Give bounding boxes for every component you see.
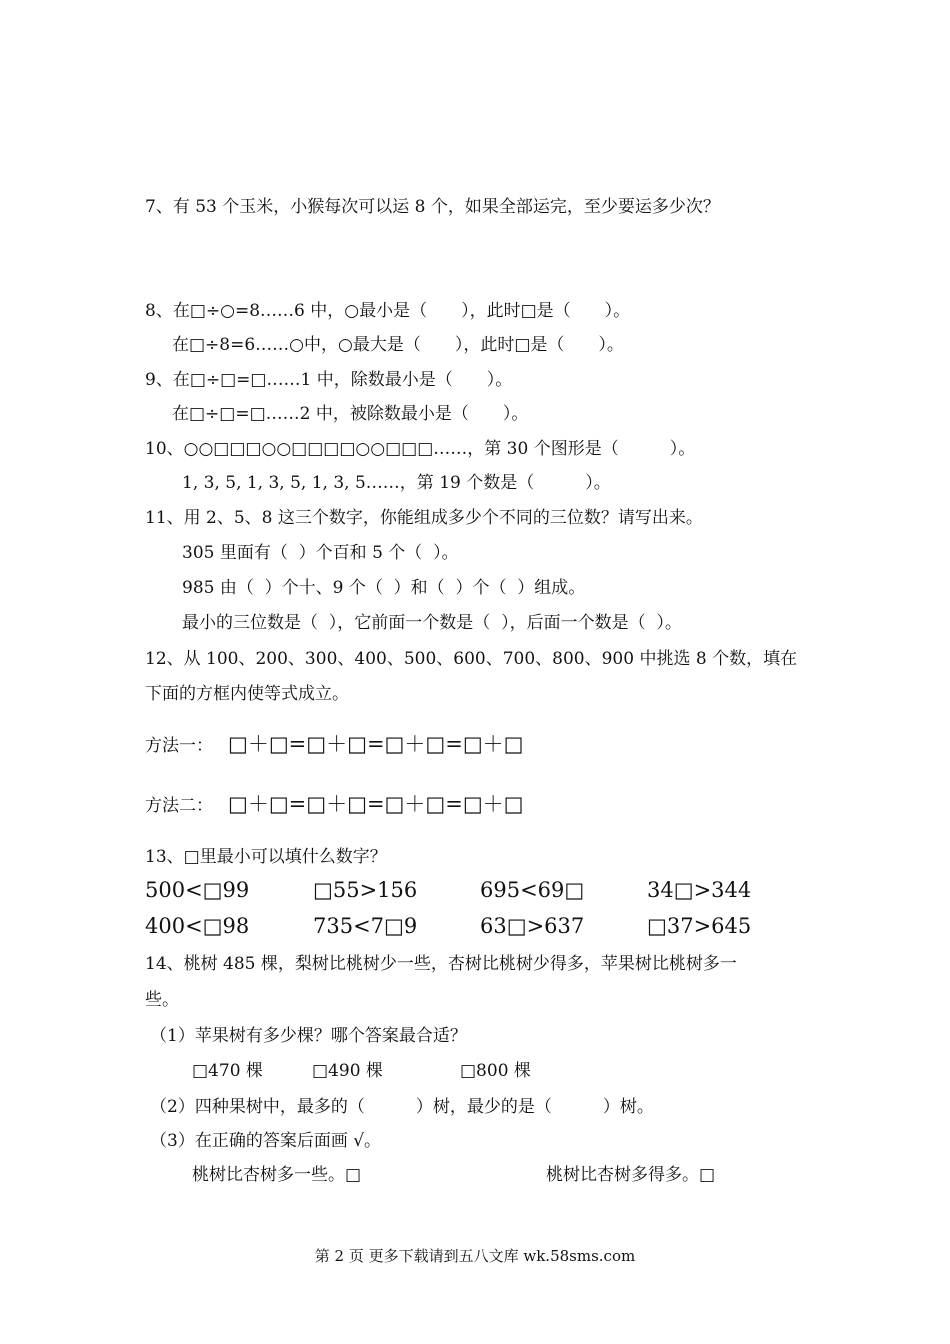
method-1-label: 方法一：	[145, 736, 213, 756]
question-14-sub-1: （1）苹果树有多少棵？哪个答案最合适？	[150, 1026, 467, 1046]
option-checkbox: □800 棵	[460, 1061, 531, 1081]
q13-item: 735<7□9	[313, 914, 418, 938]
choice-b: 桃树比杏树多得多。□	[546, 1165, 716, 1185]
question-12-line-2: 下面的方框内使等式成立。	[145, 684, 349, 704]
question-14-line-2: 些。	[145, 990, 179, 1010]
question-11-line-4: 最小的三位数是（ ），它前面一个数是（ ），后面一个数是（ ）。	[182, 613, 682, 633]
q13-item: 34□>344	[647, 878, 752, 902]
method-2-equation: □＋□=□＋□=□＋□=□＋□	[228, 792, 524, 816]
q13-item: □37>645	[647, 914, 752, 938]
question-14-sub-3: （3）在正确的答案后面画 √。	[150, 1131, 382, 1151]
question-11-line-3: 985 由（ ）个十、9 个（ ）和（ ）个（ ）组成。	[182, 578, 586, 598]
question-14-sub-2: （2）四种果树中，最多的（ ）树，最少的是（ ）树。	[150, 1097, 654, 1117]
question-9-line-2: 在□÷□=□……2 中，被除数最小是（ ）。	[172, 404, 529, 424]
method-1-equation: □＋□=□＋□=□＋□=□＋□	[228, 732, 524, 756]
question-12-line-1: 12、从 100、200、300、400、500、600、700、800、900 中挑选 8 个数，填在	[145, 649, 798, 669]
question-8-line-2: 在□÷8=6……○中，○最大是（ ），此时□是（ ）。	[172, 335, 624, 355]
q13-item: □55>156	[313, 878, 418, 902]
method-2-label: 方法二：	[145, 796, 213, 816]
option-checkbox: □490 棵	[312, 1061, 383, 1081]
question-10-line-1: 10、○○□□□○○□□□□○○□□□……，第 30 个图形是（ ）。	[145, 439, 696, 459]
q13-item: 695<69□	[480, 878, 585, 902]
question-7: 7、有 53 个玉米，小猴每次可以运 8 个，如果全部运完，至少要运多少次？	[145, 197, 720, 217]
q13-item: 400<□98	[145, 914, 250, 938]
question-13-title: 13、□里最小可以填什么数字？	[145, 847, 387, 867]
question-11-line-2: 305 里面有（ ）个百和 5 个（ ）。	[182, 543, 459, 563]
question-11-line-1: 11、用 2、5、8 这三个数字，你能组成多少个不同的三位数？请写出来。	[145, 508, 703, 528]
question-9-line-1: 9、在□÷□=□……1 中，除数最小是（ ）。	[145, 370, 513, 390]
question-10-line-2: 1, 3, 5, 1, 3, 5, 1, 3, 5……，第 19 个数是（ ）。	[182, 473, 611, 493]
question-14-line-1: 14、桃树 485 棵，梨树比桃树少一些，杏树比桃树少得多，苹果树比桃树多一	[145, 954, 737, 974]
q13-item: 63□>637	[480, 914, 585, 938]
option-checkbox: □470 棵	[192, 1061, 263, 1081]
q13-item: 500<□99	[145, 878, 250, 902]
choice-a: 桃树比杏树多一些。□	[192, 1165, 362, 1185]
page-footer: 第 2 页 更多下载请到五八文库 wk.58sms.com	[314, 1247, 636, 1265]
question-8-line-1: 8、在□÷○=8……6 中，○最小是（ ），此时□是（ ）。	[145, 301, 631, 321]
